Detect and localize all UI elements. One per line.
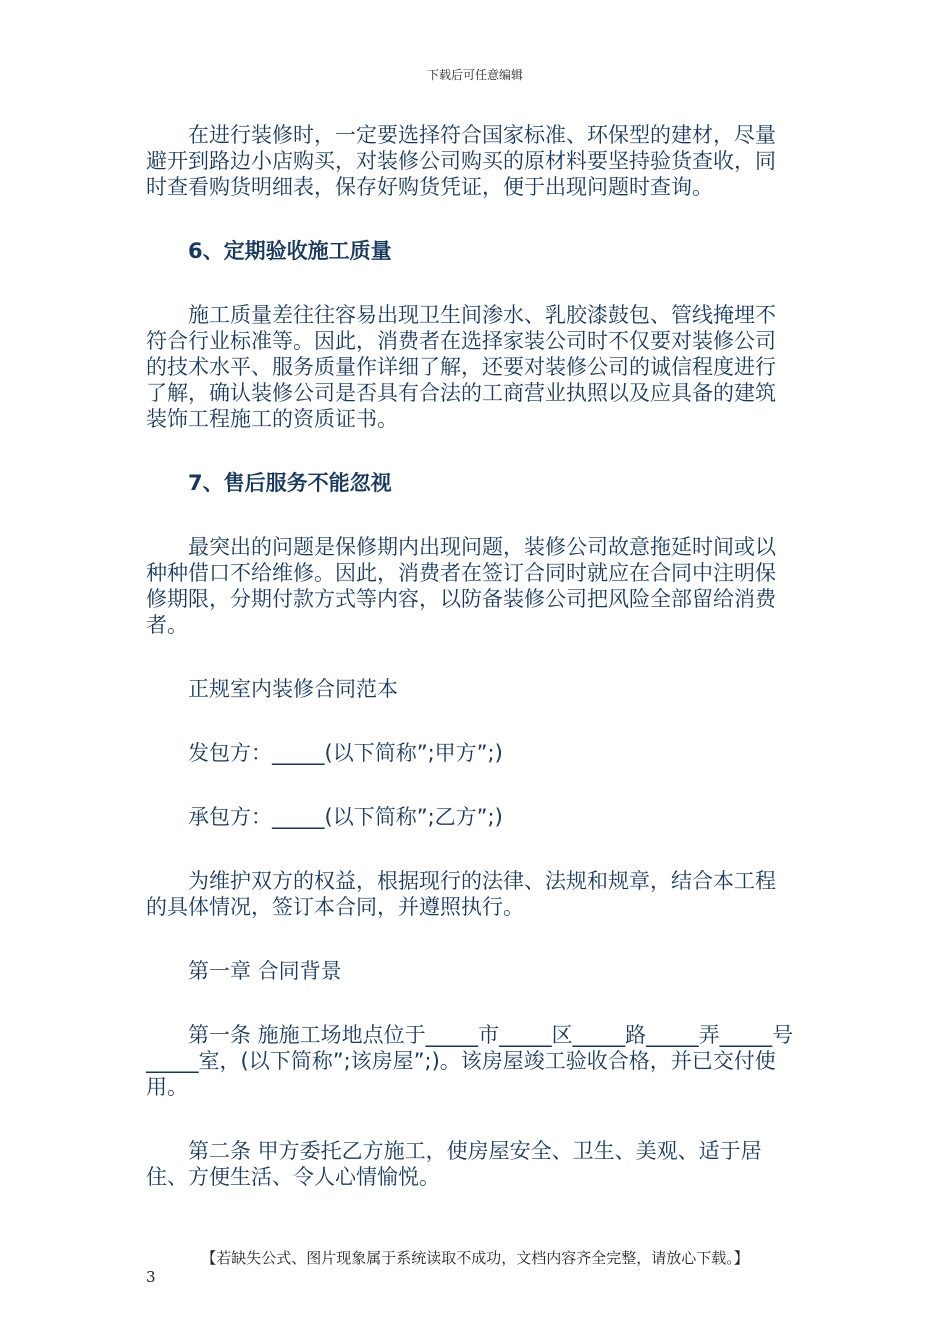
article-two: 第二条 甲方委托乙方施工，使房屋安全、卫生、美观、适于居住、方便生活、令人心情愉悦。 — [146, 1139, 762, 1189]
article-one: 第一条 施施工场地点位于_____市_____区_____路_____弄_____号_____室，(以下简称”;该房屋”;)。该房屋竣工验收合格，并已交付使用。 — [146, 1023, 794, 1099]
chapter-one-title: 第一章 合同背景 — [188, 959, 342, 983]
contract-title: 正规室内装修合同范本 — [188, 677, 398, 701]
contract-preamble: 为维护双方的权益，根据现行的法律、法规和规章，结合本工程的具体情况，签订本合同，并遵照执行。 — [146, 869, 776, 919]
party-b-line: 承包方：_____(以下简称”;乙方”;) — [188, 805, 503, 829]
section-heading-7: 7、售后服务不能忽视 — [188, 471, 392, 495]
paragraph-after-sales: 最突出的问题是保修期内出现问题，装修公司故意拖延时间或以种种借口不给维修。因此，消费者在签订合同时就应在合同中注明保修期限，分期付款方式等内容，以防备装修公司把风险全部留给消费者。 — [146, 535, 776, 637]
document-body — [146, 122, 796, 1190]
party-a-line: 发包方：_____(以下简称”;甲方”;) — [188, 741, 503, 765]
paragraph-building-materials: 在进行装修时，一定要选择符合国家标准、环保型的建材，尽量避开到路边小店购买，对装修公司购买的原材料要坚持验货查收，同时查看购货明细表，保存好购货凭证，便于出现问题时查询。 — [146, 123, 776, 199]
download-notice: 【若缺失公式、图片现象属于系统读取不成功，文档内容齐全完整，请放心下载。】 — [201, 1249, 749, 1267]
page-header: 下载后可任意编辑 — [426, 68, 523, 82]
paragraph-construction-quality: 施工质量差往往容易出现卫生间渗水、乳胶漆鼓包、管线掩埋不符合行业标准等。因此，消费者在选择家装公司时不仅要对装修公司的技术水平、服务质量作详细了解，还要对装修公司的诚信程度进行了解，确认装修公司是否具有合法的工商营业执照以及应具备的建筑装饰工程施工的资质证书。 — [146, 303, 776, 431]
page-number: 3 — [146, 1268, 156, 1286]
section-heading-6: 6、定期验收施工质量 — [188, 239, 392, 263]
